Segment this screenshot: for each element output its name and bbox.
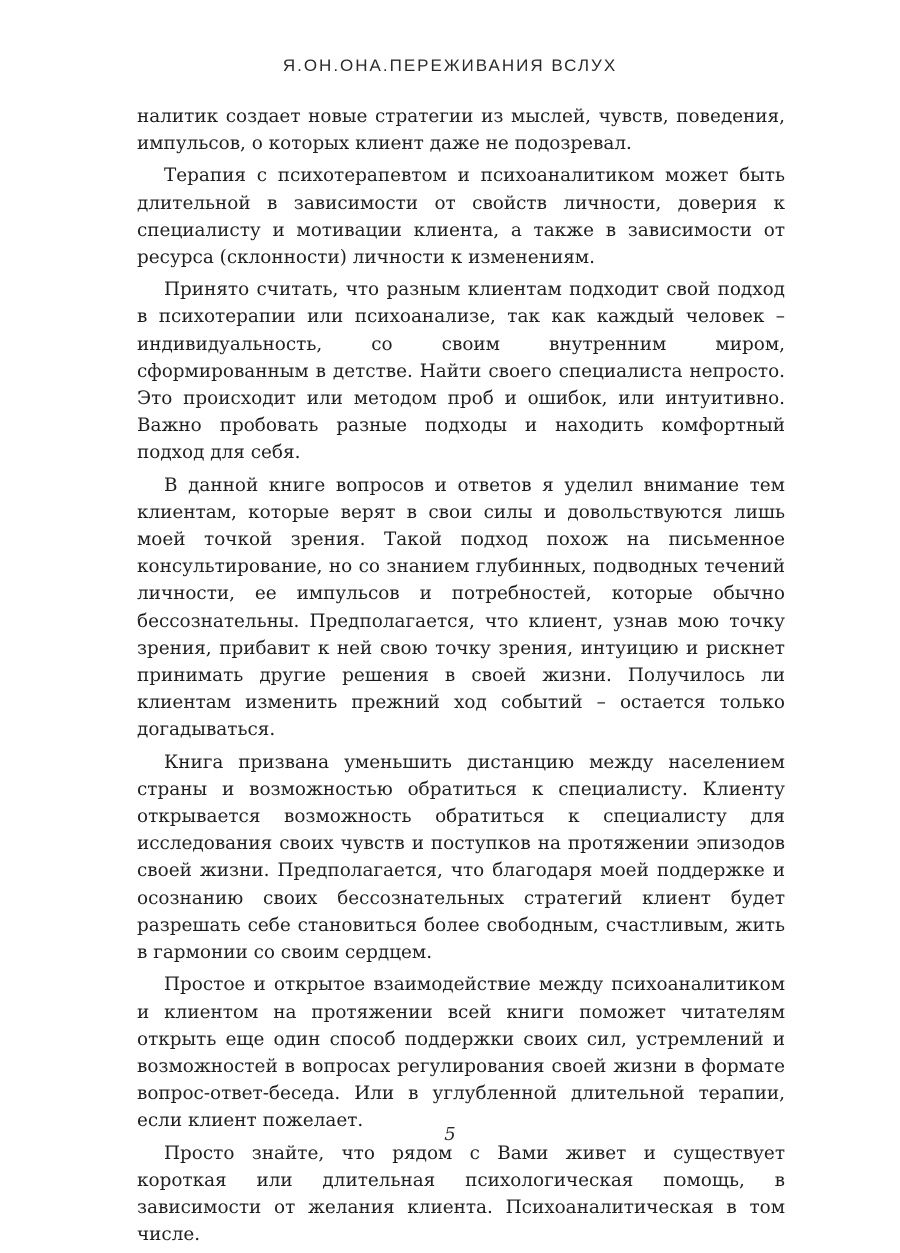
paragraph: Книга призвана уменьшить дистанцию между населением страны и возможностью обратиться к специалисту. Клиенту открывается возможность обратиться к специалисту для исследования своих чувств и поступков на протяжении эпизодов своей жизни. Предполагается, что благодаря моей поддержке и осознанию своих бессознательных стратегий клиент будет разрешать себе становиться более свободным, счастливым, жить в гармонии со своим сердцем. [137, 751, 785, 964]
paragraph-continued: налитик создает новые стратегии из мыслей, чувств, поведения, импульсов, о которых клиент даже не подозревал. [137, 106, 785, 155]
running-head: Я.ОН.ОНА.ПЕРЕЖИВАНИЯ ВСЛУХ [282, 56, 618, 75]
paragraph: Принято считать, что разным клиентам подходит свой подход в психотерапии или психоанализе, так как каждый человек – индивидуальность, со своим внутренним миром, сформированным в детстве. Найти своего специалиста непросто. Это происходит или методом проб и ошибок, или интуитивно. Важно пробовать разные подходы и находить комфортный подход для себя. [137, 279, 785, 464]
paragraph: Терапия с психотерапевтом и психоаналитиком может быть длительной в зависимости от свойств личности, доверия к специалисту и мотивации клиента, а также в зависимости от ресурса (склонности) личности к изменениям. [137, 165, 785, 269]
paragraph: В данной книге вопросов и ответов я уделил внимание тем клиентам, которые верят в свои силы и довольствуются лишь моей точкой зрения. Такой подход похож на письменное консультирование, но со знанием глубинных, подводных течений личности, ее импульсов и потребностей, которые обычно бессознательны. Предполагается, что клиент, узнав мою точку зрения, прибавит к ней свою точку зрения, интуицию и рискнет принимать другие решения в своей жизни. Получилось ли клиентам изменить прежний ход событий – остается только догадываться. [137, 474, 785, 741]
paragraph: Простое и открытое взаимодействие между психоаналитиком и клиентом на протяжении всей книги поможет читателям открыть еще один способ поддержки своих сил, устремлений и возможностей в вопросах регулирования своей жизни в формате вопрос-ответ-беседа. Или в углубленной длительной терапии, если клиент пожелает. [137, 974, 785, 1132]
paragraph: Просто знайте, что рядом с Вами живет и существует короткая или длительная психологическая помощь, в зависимости от желания клиента. Психоаналитическая в том числе. [137, 1142, 785, 1246]
body-text [137, 103, 785, 1253]
page-number: 5 [444, 1124, 456, 1145]
